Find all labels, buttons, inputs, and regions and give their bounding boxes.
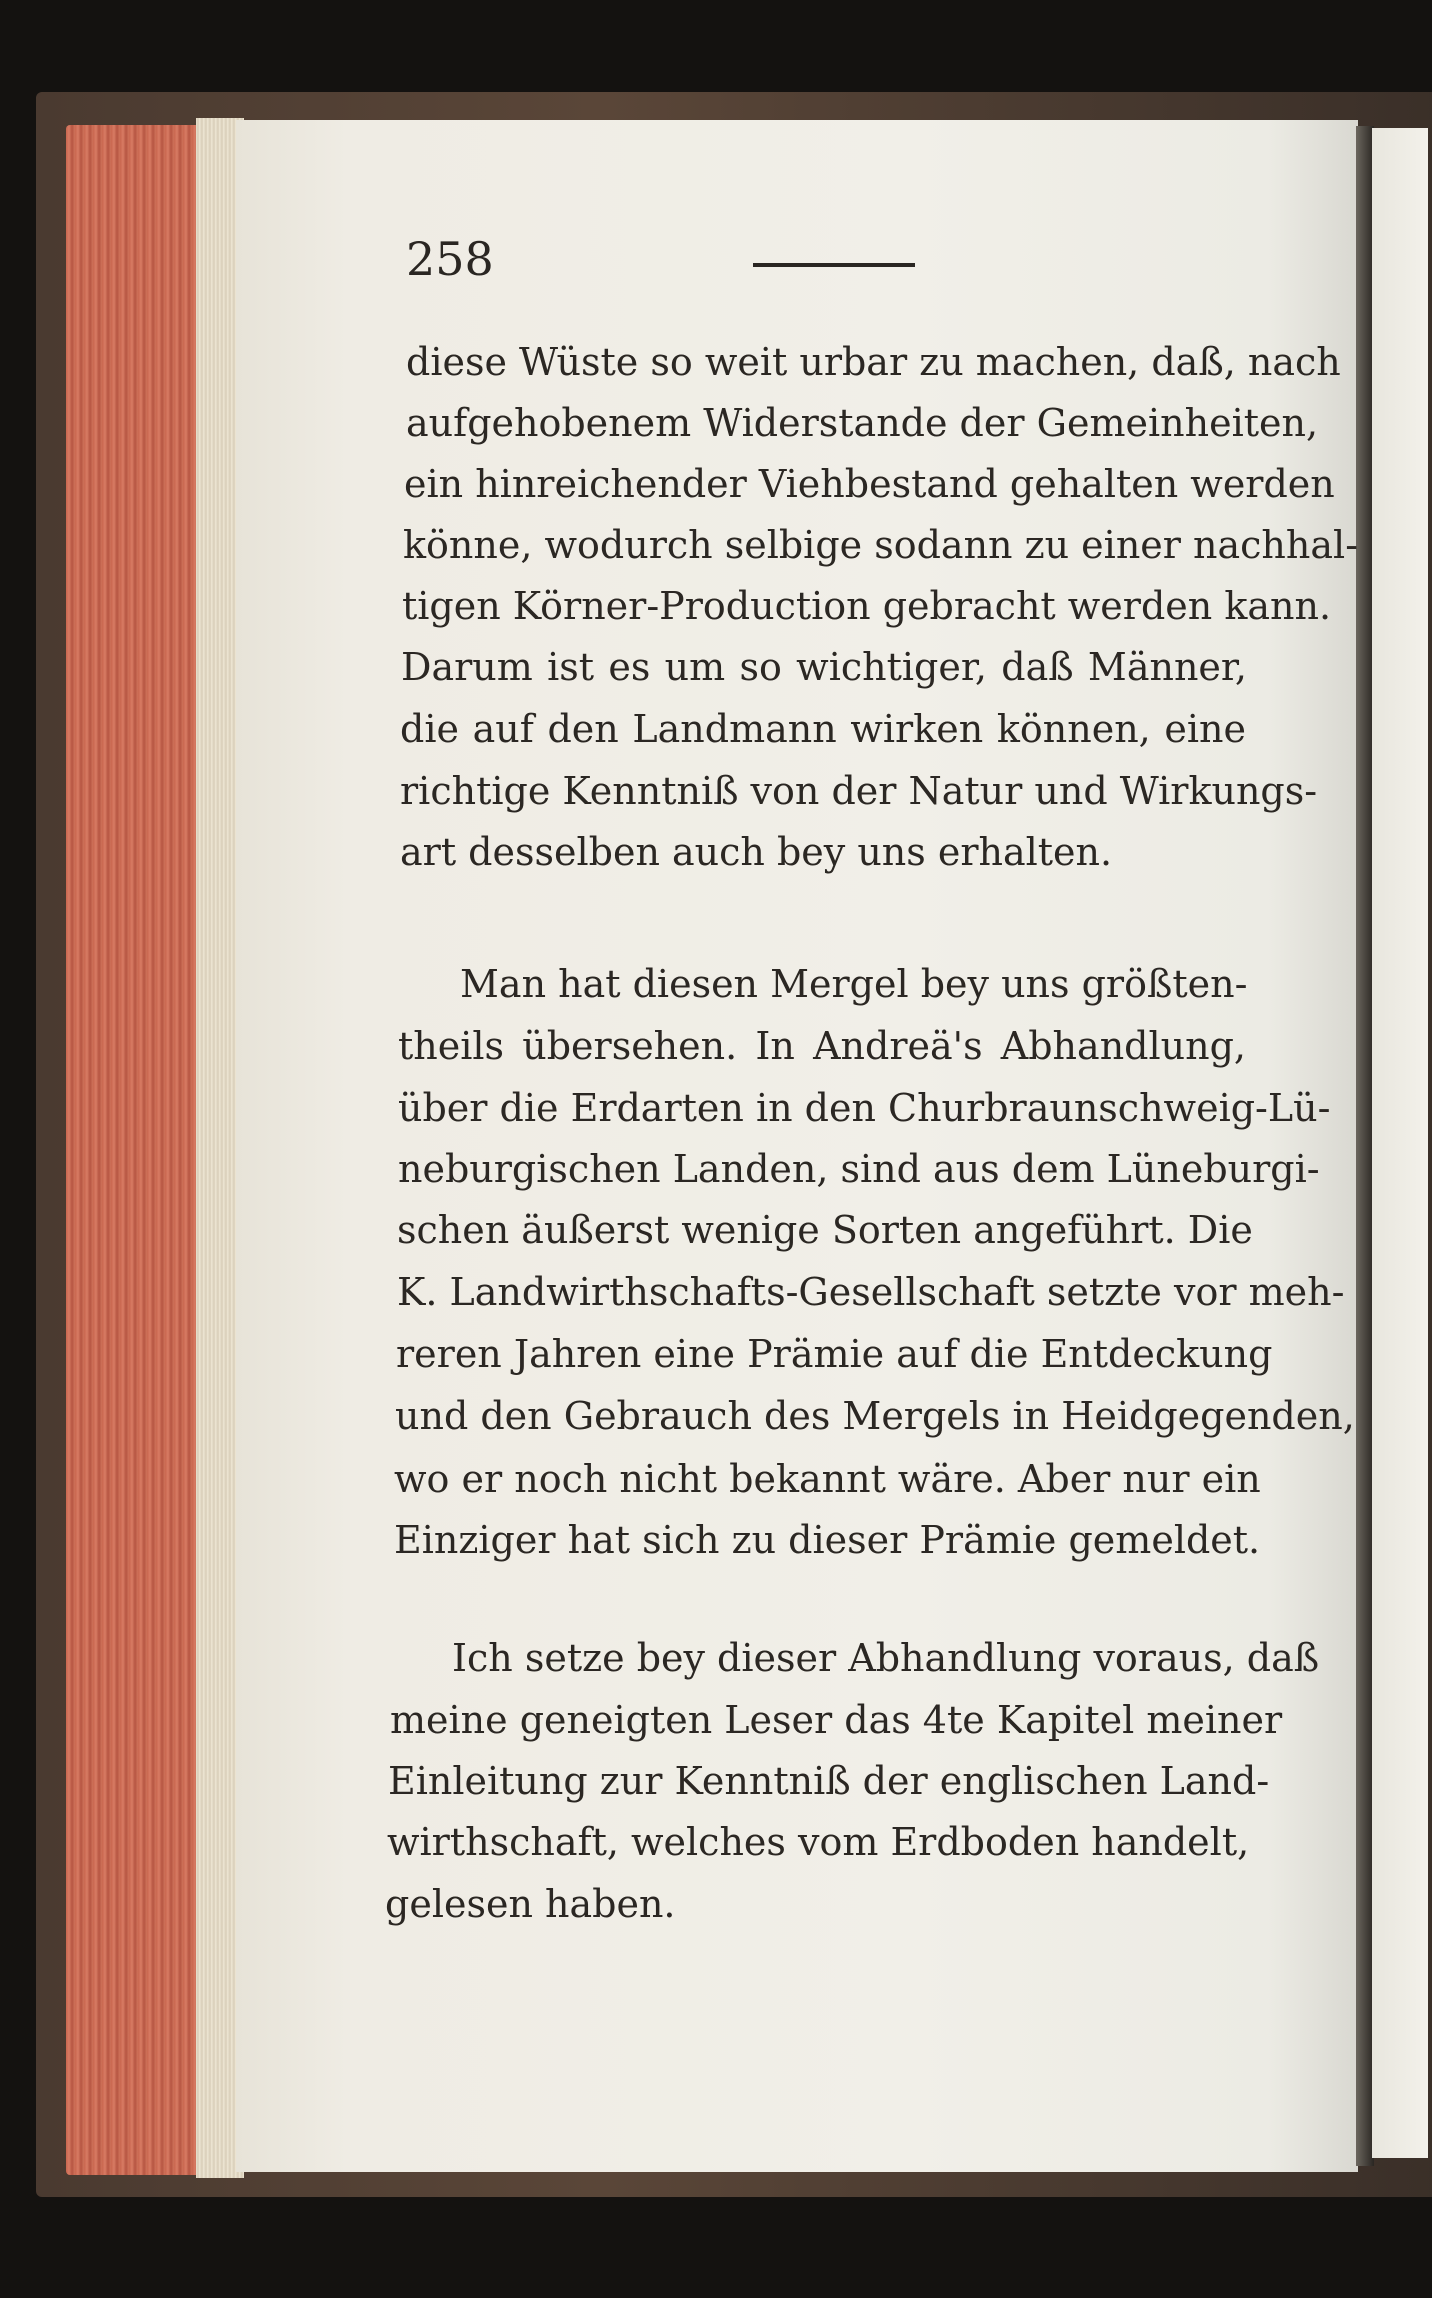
text-line: Ich setze bey dieser Abhandlung voraus, daß — [452, 1636, 1320, 1680]
text-line: und den Gebrauch des Mergels in Heidgegenden, — [395, 1394, 1355, 1438]
text-line: wo er noch nicht bekannt wäre. Aber nur ein — [394, 1457, 1261, 1501]
text-line: die auf den Landmann wirken können, eine — [400, 707, 1246, 751]
text-line: aufgehobenem Widerstande der Gemeinheiten, — [406, 401, 1319, 445]
text-line: schen äußerst wenige Sorten angeführt. Die — [397, 1208, 1253, 1252]
text-line: tigen Körner-Production gebracht werden kann. — [402, 584, 1332, 628]
text-line: Man hat diesen Mergel bey uns größten- — [460, 962, 1248, 1006]
text-line: Einziger hat sich zu dieser Prämie gemeldet. — [394, 1518, 1261, 1562]
text-line: könne, wodurch selbige sodann zu einer nachhal- — [403, 523, 1359, 567]
text-line: meine geneigten Leser das 4te Kapitel meiner — [390, 1698, 1283, 1742]
text-line: diese Wüste so weit urbar zu machen, daß, nach — [406, 340, 1341, 384]
text-line: ein hinreichender Viehbestand gehalten werden — [404, 462, 1335, 506]
text-line: über die Erdarten in den Churbraunschweig-Lü- — [398, 1086, 1331, 1130]
text-line: Darum ist es um so wichtiger, daß Männer, — [401, 645, 1247, 689]
text-line: richtige Kenntniß von der Natur und Wirkungs- — [400, 769, 1318, 813]
text-line: art desselben auch bey uns erhalten. — [400, 830, 1113, 874]
text-line: gelesen haben. — [385, 1882, 676, 1926]
text-line: theils übersehen. In Andreä's Abhandlung, — [398, 1024, 1246, 1068]
page-number: 258 — [406, 232, 494, 286]
text-line: reren Jahren eine Prämie auf die Entdeckung — [396, 1332, 1273, 1376]
text-line: K. Landwirthschafts-Gesellschaft setzte vor meh- — [397, 1270, 1345, 1314]
text-line: neburgischen Landen, sind aus dem Lüneburgi- — [398, 1147, 1320, 1191]
text-line: wirthschaft, welches vom Erdboden handelt, — [387, 1820, 1250, 1864]
text-line: Einleitung zur Kenntniß der englischen Land- — [388, 1759, 1270, 1803]
